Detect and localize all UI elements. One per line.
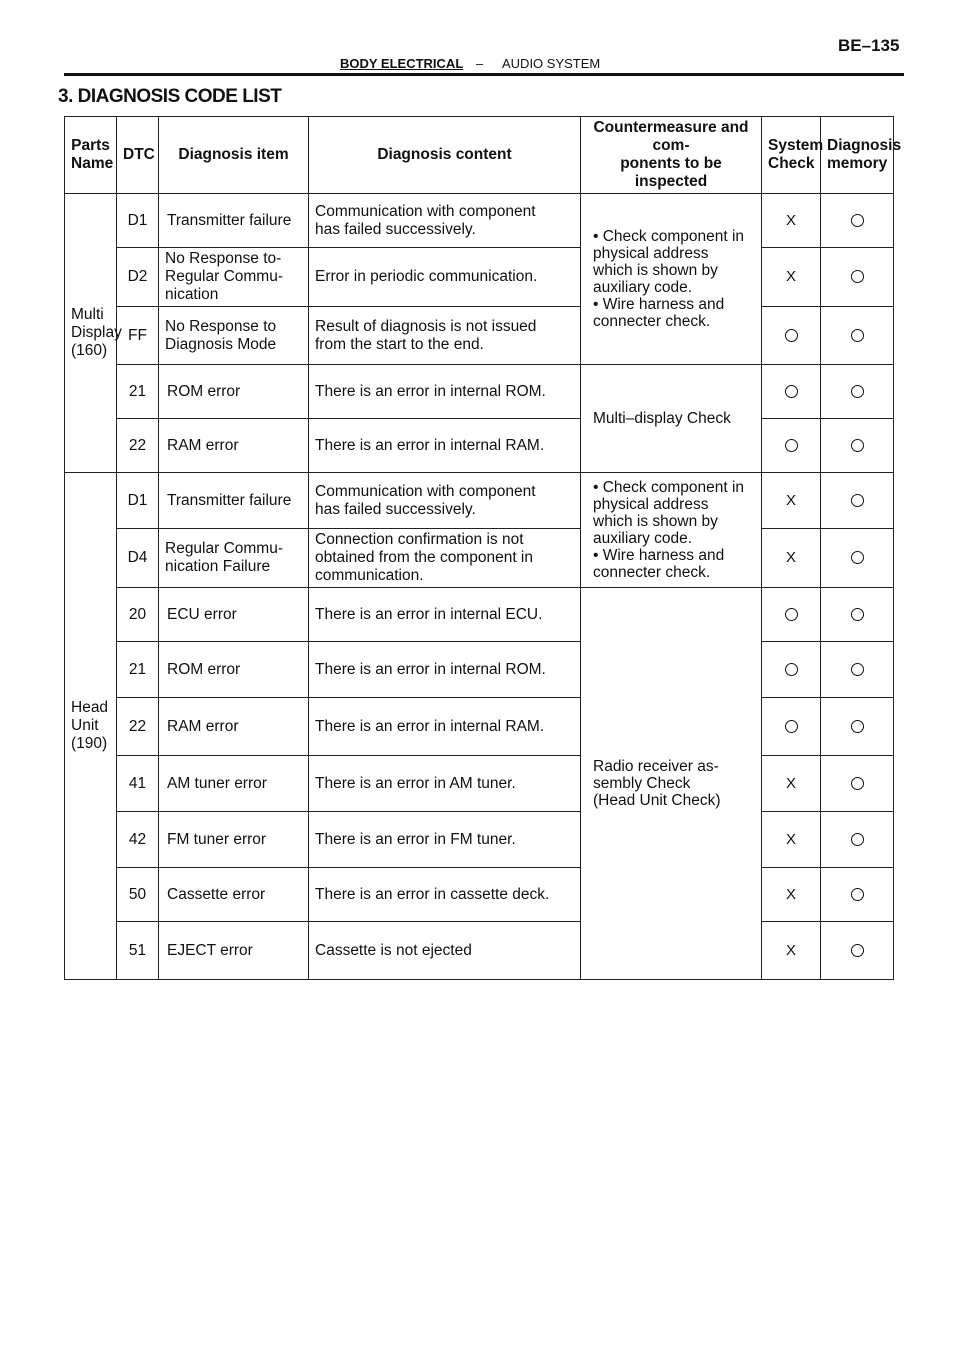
col-header-text: Name bbox=[71, 155, 114, 172]
x-mark: X bbox=[785, 885, 796, 903]
table-row bbox=[65, 529, 894, 588]
countermeasure-line: • Wire harness and bbox=[593, 296, 725, 313]
diagnosis-memory-cell bbox=[821, 248, 894, 307]
col-header-text: Countermeasure and com- bbox=[593, 119, 749, 154]
circle-icon bbox=[851, 214, 864, 227]
system-check-cell bbox=[762, 756, 821, 812]
diagnosis-content-line: Communication with component bbox=[315, 482, 536, 500]
dtc-cell: 42 bbox=[117, 812, 159, 868]
diagnosis-content-cell bbox=[309, 473, 581, 529]
system-check-cell bbox=[762, 642, 821, 698]
col-header-text: ponents to be inspected bbox=[620, 155, 722, 190]
countermeasure-line: connecter check. bbox=[593, 313, 711, 330]
diagnosis-item-line: FM tuner error bbox=[167, 830, 267, 848]
diagnosis-item-line: Regular Commu- bbox=[165, 540, 284, 557]
diagnosis-item-line: Cassette error bbox=[167, 885, 266, 903]
diagnosis-content-cell bbox=[309, 248, 581, 307]
col-header-text: Check bbox=[768, 155, 815, 172]
diagnosis-memory-cell bbox=[821, 473, 894, 529]
countermeasure-line: • Wire harness and bbox=[593, 547, 725, 564]
table-row bbox=[65, 248, 894, 307]
diagnosis-content-line: Communication with component bbox=[315, 202, 536, 220]
system-check-cell bbox=[762, 365, 821, 419]
circle-icon bbox=[851, 385, 864, 398]
diagnosis-item-line: Transmitter failure bbox=[167, 491, 292, 509]
countermeasure-cell bbox=[581, 473, 762, 588]
circle-icon bbox=[851, 888, 864, 901]
diagnosis-memory-cell bbox=[821, 307, 894, 365]
system-check-cell bbox=[762, 473, 821, 529]
countermeasure-line: • Check component in bbox=[593, 479, 745, 496]
subsection-title: AUDIO SYSTEM bbox=[502, 56, 601, 71]
diagnosis-item-line: nication Failure bbox=[165, 558, 271, 575]
diagnosis-content-line: There is an error in FM tuner. bbox=[315, 830, 516, 848]
countermeasure-cell bbox=[581, 365, 762, 473]
header-separator: – bbox=[476, 56, 484, 71]
circle-icon bbox=[851, 833, 864, 846]
system-check-cell bbox=[762, 419, 821, 473]
section-title: BODY ELECTRICAL bbox=[340, 56, 464, 71]
table-row bbox=[65, 756, 894, 812]
diagnosis-content-line: has failed successively. bbox=[315, 500, 476, 518]
diagnosis-content-line: There is an error in internal RAM. bbox=[315, 717, 545, 735]
circle-icon bbox=[785, 329, 798, 342]
diagnosis-memory-cell bbox=[821, 868, 894, 922]
system-check-cell bbox=[762, 194, 821, 248]
table-row bbox=[65, 365, 894, 419]
dtc-cell: D1 bbox=[117, 473, 159, 529]
diagnosis-content-cell bbox=[309, 642, 581, 698]
list-title: 3. DIAGNOSIS CODE LIST bbox=[58, 86, 282, 107]
parts-name-line: Multi bbox=[71, 306, 104, 323]
diagnosis-content-cell bbox=[309, 365, 581, 419]
diagnosis-item-cell bbox=[159, 248, 309, 307]
countermeasure-line: which is shown by bbox=[593, 513, 718, 530]
diagnosis-content-cell bbox=[309, 756, 581, 812]
countermeasure-line: • Check component in bbox=[593, 228, 745, 245]
parts-name-line: (190) bbox=[71, 735, 108, 752]
diagnosis-content-line: There is an error in cassette deck. bbox=[315, 885, 550, 903]
table-row bbox=[65, 922, 894, 980]
circle-icon bbox=[785, 385, 798, 398]
diagnosis-item-line: No Response to- bbox=[165, 250, 282, 267]
diagnosis-item-cell bbox=[159, 642, 309, 698]
circle-icon bbox=[851, 329, 864, 342]
countermeasure-cell bbox=[581, 588, 762, 980]
dtc-cell: 50 bbox=[117, 868, 159, 922]
circle-icon bbox=[851, 663, 864, 676]
countermeasure-line: sembly Check bbox=[593, 775, 691, 792]
countermeasure-line: physical address bbox=[593, 245, 709, 262]
countermeasure-line: auxiliary code. bbox=[593, 530, 693, 547]
parts-name-line: (160) bbox=[71, 342, 108, 359]
circle-icon bbox=[851, 270, 864, 283]
diagnosis-item-cell bbox=[159, 922, 309, 980]
diagnosis-content-cell bbox=[309, 194, 581, 248]
x-mark: X bbox=[785, 830, 796, 848]
system-check-cell bbox=[762, 307, 821, 365]
table-row bbox=[65, 194, 894, 248]
col-header-text: Diagnosis bbox=[827, 137, 902, 154]
countermeasure-line: auxiliary code. bbox=[593, 279, 693, 296]
dtc-cell: 41 bbox=[117, 756, 159, 812]
dtc-cell: 22 bbox=[117, 419, 159, 473]
table-body bbox=[65, 194, 894, 980]
parts-name-line: Unit bbox=[71, 717, 99, 734]
table-row bbox=[65, 868, 894, 922]
circle-icon bbox=[851, 777, 864, 790]
diagnosis-content-line: from the start to the end. bbox=[315, 335, 484, 353]
diagnosis-item-line: EJECT error bbox=[167, 941, 253, 959]
diagnosis-item-cell bbox=[159, 473, 309, 529]
diagnosis-item-cell bbox=[159, 812, 309, 868]
diagnosis-item-cell bbox=[159, 588, 309, 642]
dtc-cell: 51 bbox=[117, 922, 159, 980]
diagnosis-memory-cell bbox=[821, 529, 894, 588]
col-header-text: memory bbox=[827, 155, 888, 172]
col-header-content: Diagnosis content bbox=[309, 117, 581, 194]
countermeasure-line: (Head Unit Check) bbox=[593, 792, 721, 809]
diagnosis-memory-cell bbox=[821, 642, 894, 698]
system-check-cell bbox=[762, 588, 821, 642]
dtc-cell: D2 bbox=[117, 248, 159, 307]
diagnosis-content-cell bbox=[309, 812, 581, 868]
diagnosis-content-line: There is an error in internal RAM. bbox=[315, 436, 545, 454]
dtc-cell: 21 bbox=[117, 642, 159, 698]
diagnosis-content-cell bbox=[309, 588, 581, 642]
diagnosis-content-cell bbox=[309, 529, 581, 588]
x-mark: X bbox=[785, 211, 796, 229]
parts-name-cell bbox=[65, 473, 117, 980]
diagnosis-item-line: Transmitter failure bbox=[167, 211, 292, 229]
diagnosis-memory-cell bbox=[821, 365, 894, 419]
x-mark: X bbox=[785, 268, 796, 285]
countermeasure-line: Multi–display Check bbox=[593, 410, 731, 427]
system-check-cell bbox=[762, 868, 821, 922]
diagnosis-item-line: ROM error bbox=[167, 660, 241, 678]
diagnosis-memory-cell bbox=[821, 194, 894, 248]
diagnosis-code-table bbox=[64, 116, 902, 980]
diagnosis-content-line: There is an error in internal ROM. bbox=[315, 382, 546, 400]
diagnosis-item-cell bbox=[159, 756, 309, 812]
table-row bbox=[65, 419, 894, 473]
diagnosis-item-line: Diagnosis Mode bbox=[165, 335, 277, 353]
dtc-cell: 21 bbox=[117, 365, 159, 419]
circle-icon bbox=[851, 494, 864, 507]
diagnosis-item-cell bbox=[159, 307, 309, 365]
col-header-item: Diagnosis item bbox=[159, 117, 309, 194]
diagnosis-item-cell bbox=[159, 868, 309, 922]
diagnosis-item-cell bbox=[159, 194, 309, 248]
diagnosis-item-line: No Response to bbox=[165, 317, 277, 335]
table-header-row bbox=[65, 117, 894, 194]
diagnosis-memory-cell bbox=[821, 812, 894, 868]
diagnosis-content-cell bbox=[309, 868, 581, 922]
system-check-cell bbox=[762, 529, 821, 588]
diagnosis-content-line: There is an error in internal ECU. bbox=[315, 605, 543, 623]
circle-icon bbox=[851, 439, 864, 452]
countermeasure-line: which is shown by bbox=[593, 262, 718, 279]
page-number: BE–135 bbox=[838, 36, 900, 55]
diagnosis-item-line: ROM error bbox=[167, 382, 241, 400]
diagnosis-memory-cell bbox=[821, 756, 894, 812]
diagnosis-memory-cell bbox=[821, 922, 894, 980]
dtc-cell: D4 bbox=[117, 529, 159, 588]
diagnosis-item-cell bbox=[159, 419, 309, 473]
x-mark: X bbox=[785, 549, 796, 566]
table-row bbox=[65, 307, 894, 365]
system-check-cell bbox=[762, 248, 821, 307]
diagnosis-content-line: communication. bbox=[315, 567, 424, 584]
col-header-system-check bbox=[762, 117, 824, 194]
parts-name-line: Head bbox=[71, 699, 109, 716]
countermeasure-cell bbox=[581, 194, 762, 365]
circle-icon bbox=[785, 608, 798, 621]
diagnosis-item-line: ECU error bbox=[167, 605, 237, 623]
x-mark: X bbox=[785, 491, 796, 509]
x-mark: X bbox=[785, 774, 796, 792]
dtc-cell: 20 bbox=[117, 588, 159, 642]
circle-icon bbox=[785, 663, 798, 676]
diagnosis-content-line: There is an error in internal ROM. bbox=[315, 660, 546, 678]
diagnosis-item-line: Regular Commu- bbox=[165, 268, 284, 285]
circle-icon bbox=[851, 551, 864, 564]
header-rule bbox=[64, 73, 904, 76]
circle-icon bbox=[785, 439, 798, 452]
col-header-text: Parts bbox=[71, 137, 110, 154]
diagnosis-item-line: RAM error bbox=[167, 717, 239, 735]
diagnosis-memory-cell bbox=[821, 588, 894, 642]
diagnosis-content-cell bbox=[309, 922, 581, 980]
col-header-text: System bbox=[768, 137, 824, 154]
system-check-cell bbox=[762, 922, 821, 980]
table-row bbox=[65, 473, 894, 529]
diagnosis-content-line: Connection confirmation is not bbox=[315, 531, 524, 548]
diagnosis-item-cell bbox=[159, 365, 309, 419]
diagnosis-content-cell bbox=[309, 419, 581, 473]
diagnosis-content-line: has failed successively. bbox=[315, 220, 476, 238]
diagnosis-item-line: nication bbox=[165, 286, 219, 303]
diagnosis-content-line: Error in periodic communication. bbox=[315, 268, 538, 285]
col-header-parts-name bbox=[65, 117, 117, 194]
parts-name-line: Display bbox=[71, 324, 122, 341]
countermeasure-line: physical address bbox=[593, 496, 709, 513]
countermeasure-line: connecter check. bbox=[593, 564, 711, 581]
diagnosis-item-line: AM tuner error bbox=[167, 774, 267, 792]
dtc-cell: D1 bbox=[117, 194, 159, 248]
diagnosis-content-line: There is an error in AM tuner. bbox=[315, 774, 516, 792]
diagnosis-content-line: obtained from the component in bbox=[315, 549, 533, 566]
table-row bbox=[65, 642, 894, 698]
table-row bbox=[65, 588, 894, 642]
diagnosis-item-line: RAM error bbox=[167, 436, 239, 454]
col-header-countermeasure bbox=[581, 117, 762, 194]
circle-icon bbox=[851, 608, 864, 621]
dtc-cell: FF bbox=[117, 307, 159, 365]
col-header-dtc: DTC bbox=[117, 117, 159, 194]
system-check-cell bbox=[762, 812, 821, 868]
diagnosis-item-cell bbox=[159, 698, 309, 756]
diagnosis-content-cell bbox=[309, 698, 581, 756]
col-header-diagnosis-memory bbox=[821, 117, 902, 194]
table-row bbox=[65, 812, 894, 868]
circle-icon bbox=[851, 944, 864, 957]
x-mark: X bbox=[785, 941, 796, 959]
diagnosis-item-cell bbox=[159, 529, 309, 588]
countermeasure-line: Radio receiver as- bbox=[593, 758, 719, 775]
circle-icon bbox=[851, 720, 864, 733]
system-check-cell bbox=[762, 698, 821, 756]
diagnosis-content-cell bbox=[309, 307, 581, 365]
diagnosis-memory-cell bbox=[821, 698, 894, 756]
circle-icon bbox=[785, 720, 798, 733]
parts-name-cell bbox=[65, 194, 122, 473]
diagnosis-content-line: Result of diagnosis is not issued bbox=[315, 317, 537, 335]
diagnosis-content-line: Cassette is not ejected bbox=[315, 941, 472, 959]
table-row bbox=[65, 698, 894, 756]
dtc-cell: 22 bbox=[117, 698, 159, 756]
diagnosis-memory-cell bbox=[821, 419, 894, 473]
